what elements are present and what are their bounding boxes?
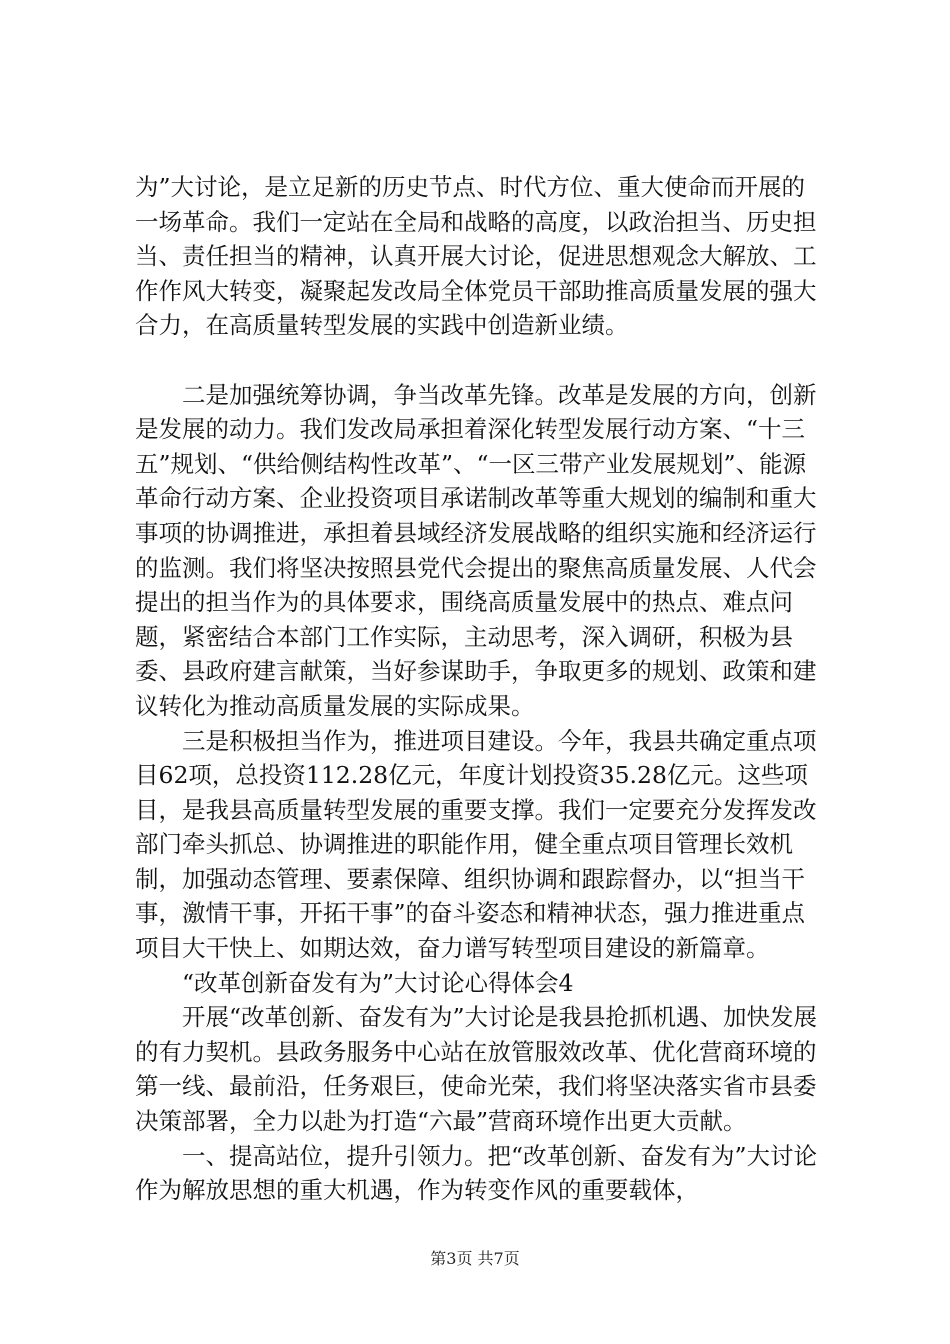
paragraph-intro: 开展“改革创新、奋发有为”大讨论是我县抢抓机遇、加快发展的有力契机。县政务服务中心站在放管服效改革、优化营商环境的第一线、最前沿，任务艰巨，使命光荣，我们将坚决落实省市县委决策部署，全力以赴为打造“六最”营商环境作出更大贡献。 (135, 1003, 818, 1136)
paragraph-gap (135, 343, 825, 378)
page-number-footer: 第3页 共7页 (430, 1249, 520, 1268)
paragraph-coordination: 二是加强统筹协调，争当改革先锋。改革是发展的方向，创新是发展的动力。我们发改局承担着深化转型发展行动方案、“十三五”规划、“供给侧结构性改革”、“一区三带产业发展规划”、能源革命行动方案、企业投资项目承诺制改革等重大规划的编制和重大事项的协调推进，承担着县域经济发展战略的组织实施和经济运行的监测。我们将坚决按照县党代会提出的聚焦高质量发展、人代会提出的担当作为的具体要求，围绕高质量发展中的热点、难点问题，紧密结合本部门工作实际，主动思考，深入调研，积极为县委、县政府建言献策，当好参谋助手，争取更多的规划、政策和建议转化为推动高质量发展的实际成果。 (135, 380, 817, 720)
paragraph-projects: 三是积极担当作为，推进项目建设。今年，我县共确定重点项目62项，总投资112.28亿元，年度计划投资35.28亿元。这些项目，是我县高质量转型发展的重要支撑。我们一定要充分发挥发改部门牵头抓总、协调推进的职能作用，健全重点项目管理长效机制，加强动态管理、要素保障、组织协调和跟踪督办，以“担当干事，激情干事，开拓干事”的奋斗姿态和精神状态，强力推进重点项目大干快上、如期达效，奋力谱写转型项目建设的新篇章。 (135, 726, 817, 963)
paragraph-point-one: 一、提高站位，提升引领力。把“改革创新、奋发有为”大讨论作为解放思想的重大机遇，作为转变作风的重要载体， (135, 1141, 818, 1205)
document-body (135, 170, 825, 1208)
section-heading: “改革创新奋发有为”大讨论心得体会4 (182, 968, 574, 997)
paragraph-continuation: 为”大讨论，是立足新的历史节点、时代方位、重大使命而开展的一场革命。我们一定站在全局和战略的高度，以政治担当、历史担当、责任担当的精神，认真开展大讨论，促进思想观念大解放、工作作风大转变，凝聚起发改局全体党员干部助推高质量发展的强大合力，在高质量转型发展的实践中创造新业绩。 (135, 173, 817, 340)
